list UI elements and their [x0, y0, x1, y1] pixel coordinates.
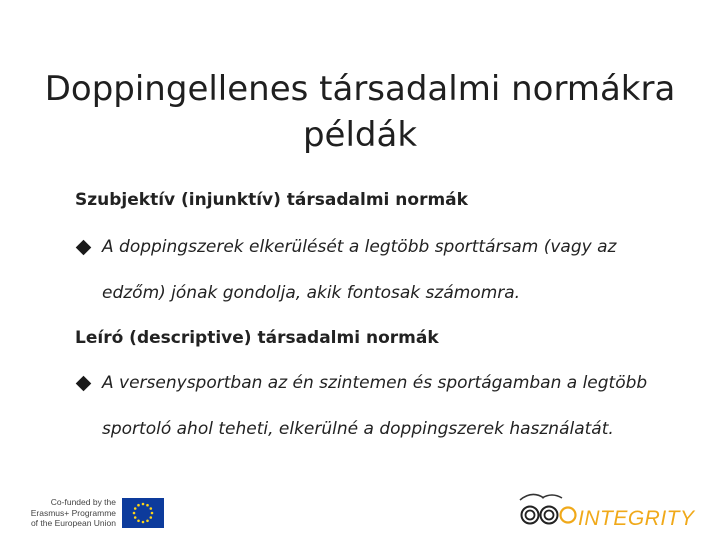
- bullet-line-2: sportoló ahol teheti, elkerülné a doppingszerek használatát.: [102, 419, 614, 439]
- section-heading-descriptive: Leíró (descriptive) társadalmi normák: [75, 328, 439, 348]
- eu-flag-icon: [122, 498, 164, 528]
- bullet-line-1: A doppingszerek elkerülését a legtöbb sporttársam (vagy az: [102, 237, 617, 257]
- bullet-descriptive: [75, 360, 675, 452]
- bullet-subjective: [75, 224, 675, 316]
- bullet-line-1: A versenysportban az én szintemen és sportágamban a legtöbb: [102, 373, 648, 393]
- owl-logo-icon: [512, 488, 578, 534]
- title-line-1: Doppingellenes társadalmi normákra: [44, 69, 676, 109]
- eu-cofunding-text: [22, 497, 116, 529]
- bullet-line-2: edzőm) jónak gondolja, akik fontosak számomra.: [102, 283, 521, 303]
- eu-text-line-2: Erasmus+ Programme: [30, 507, 116, 518]
- integrity-brand-text: INTEGRITY: [578, 507, 695, 530]
- eu-text-line-1: Co-funded by the: [50, 497, 116, 507]
- section-heading-subjective: Szubjektív (injunktív) társadalmi normák: [75, 190, 468, 210]
- title-line-2: példák: [302, 115, 418, 155]
- integrity-logo: [512, 488, 712, 534]
- eu-text-line-3: of the European Union: [30, 518, 116, 528]
- slide-title: [40, 66, 680, 158]
- eu-cofunding-logo: [22, 497, 172, 531]
